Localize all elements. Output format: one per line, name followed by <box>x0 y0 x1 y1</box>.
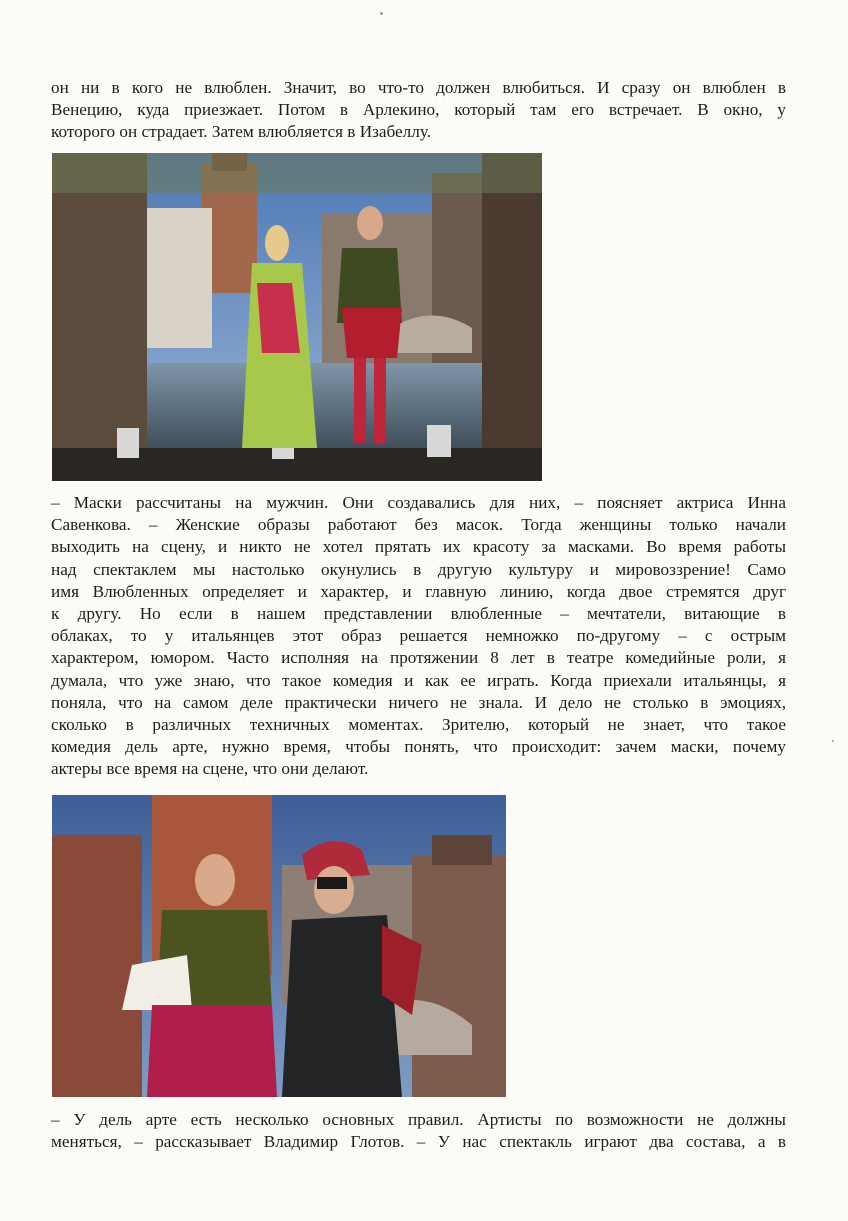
text-line: облаках, то у итальянцев этот образ решается немножко по-другому – с острым <box>51 626 786 646</box>
text-line: думала, что уже знаю, что такое комедия и как ее играть. Когда приехали итальянцы, я <box>51 670 786 690</box>
text-line: имя Влюбленных определяет и характер, и главную линию, когда двое стремятся друг <box>51 581 786 601</box>
paragraph-3 <box>51 1109 786 1153</box>
text-line: выходить на сцену, и никто не хотел прятать их красоту за масками. Во время работы <box>51 537 786 557</box>
text-line: над спектаклем мы настолько окунулись в другую культуру и мировоззрение! Само <box>51 559 786 579</box>
paragraph-2 <box>51 492 786 781</box>
text-line: актеры все время на сцене, что они делают. <box>51 759 369 779</box>
text-line: которого он страдает. Затем влюбляется в Изабеллу. <box>51 122 432 142</box>
text-line: – У дель арте есть несколько основных правил. Артисты по возможности не должны <box>51 1110 786 1129</box>
text-line: сколько в различных техничных моментах. Зрителю, который не знает, что такое <box>51 715 786 735</box>
scan-speck <box>380 12 383 15</box>
paragraph-1 <box>51 77 786 144</box>
text-line: он ни в кого не влюблен. Значит, во что-то должен влюбиться. И сразу он влюблен в <box>51 78 786 97</box>
text-line: Венецию, куда приезжает. Потом в Арлекино, который там его встречает. В окно, у <box>51 100 786 120</box>
text-line: – Маски рассчитаны на мужчин. Они создавались для них, – поясняет актриса Инна <box>51 493 786 512</box>
stage-photo-lovers <box>52 153 542 481</box>
text-line: поняла, что на самом деле практически ничего не знала. И дело не столько в эмоциях, <box>51 692 786 712</box>
text-line: меняться, – рассказывает Владимир Глотов. – У нас спектакль играют два состава, а в <box>51 1132 786 1152</box>
text-line: к другу. Но если в нашем представлении влюбленные – мечтатели, витающие в <box>51 604 786 624</box>
scan-speck <box>832 740 834 742</box>
text-line: комедия дель арте, нужно время, чтобы понять, что происходит: зачем маски, почему <box>51 737 786 757</box>
text-line: характером, юмором. Часто исполняя на протяжении 8 лет в театре комедийные роли, я <box>51 648 786 668</box>
stage-photo-masked-actor <box>52 795 506 1097</box>
text-line: Савенкова. – Женские образы работают без масок. Тогда женщины только начали <box>51 515 786 535</box>
